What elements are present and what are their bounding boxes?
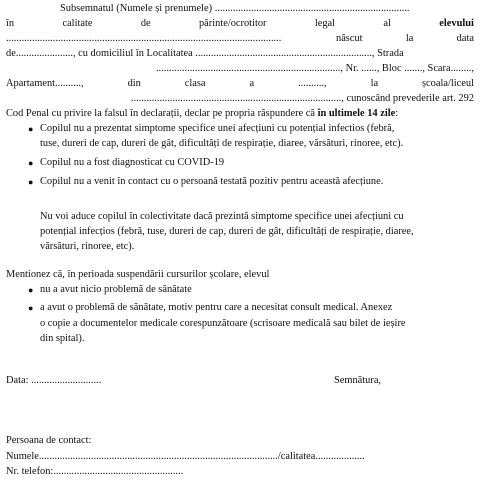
word: data (456, 33, 474, 44)
bullet-icon: ● (28, 177, 34, 187)
commitment-line-1: Nu voi aduce copilul în colectivitate dacă prezintă simptome specifice unei afecțiuni cu (40, 211, 404, 222)
word: Apartament.........., (6, 78, 84, 89)
word: școala/liceul (422, 78, 474, 89)
street-details-line: ......................................................................., Nr. ......, Bloc ......., Scara........, (155, 63, 474, 74)
guardian-line (6, 17, 474, 30)
suspension-option-2: a avut o problemă de sănătate, motiv pentru care a necesitat consult medical. Anexez (40, 302, 393, 313)
word: din (127, 78, 141, 89)
suspension-option-2-end: din spital). (40, 333, 85, 344)
statement-bold: în ultimele 14 zile (317, 108, 396, 119)
statement-colon: : (395, 108, 399, 119)
symptoms-item-2: Copilul nu a fost diagnosticat cu COVID-19 (40, 157, 225, 168)
declarant-name-label: Subsemnatul (Numele și prenumele) (60, 3, 213, 14)
suspension-option-2-cont: o copie a documentelor medicale corespunzătoare (scrisoare medicală sau bilet de ieșire (40, 318, 406, 329)
word: al (383, 18, 391, 29)
bullet-icon: ● (28, 124, 34, 134)
bullet-icon: ● (28, 285, 34, 295)
word: la (370, 78, 379, 89)
date-field: Data: ........................... (6, 375, 102, 386)
statement-text: Cod Penal cu privire la falsul în declarații, declar pe propria răspundere că (6, 108, 318, 119)
commitment-line-3: vărsături, rinoree, etc). (40, 241, 135, 252)
suspension-intro: Mentionez că, în perioada suspendării cursurilor școlare, elevul (6, 269, 270, 280)
signature-label: Semnătura, (334, 375, 382, 386)
class-school-line (6, 77, 474, 90)
symptoms-item-3: Copilul nu a venit în contact cu o persoană testată pozitiv pentru această afecțiune. (40, 176, 384, 187)
word: calitate (62, 18, 93, 29)
student-label: elevului (439, 18, 474, 29)
word: de (140, 18, 151, 29)
symptoms-item-1: Copilul nu a prezentat simptome specifice unei afecțiuni cu potențial infectios (febră, (40, 123, 395, 134)
word: părinte/ocrotitor (198, 18, 267, 29)
word: legal (314, 18, 336, 29)
declarant-name-line (60, 2, 410, 15)
student-name-dots: .......................................................................................................... (6, 33, 282, 44)
word: născut (336, 33, 363, 44)
bullet-icon: ● (28, 158, 34, 168)
word: în (6, 18, 15, 29)
contact-heading: Persoana de contact: (6, 435, 92, 446)
declarant-name-dots: ........................................................................... (214, 3, 410, 14)
bullet-icon: ● (28, 303, 34, 313)
contact-phone-line: Nr. telefon:.................................................. (6, 466, 184, 477)
commitment-line-2: potențial infecțios (febră, tuse, dureri de cap, dureri de gât, dificultăți de respirație, diaree, (40, 226, 414, 237)
word: clasa (184, 78, 206, 89)
suspension-option-1: nu a avut nicio problemă de sănătate (40, 284, 192, 295)
declaration-statement (6, 107, 398, 120)
contact-name-line: Numele............................................................................................/calitatea................... (6, 451, 365, 462)
word: .........., (298, 78, 327, 89)
address-line: de......................, cu domiciliul în Localitatea ...................................................................., Strada (6, 48, 404, 59)
symptoms-item-1-cont: tuse, dureri de cap, dureri de gât, dificultăți de respirație, diaree, vărsături, rinoree, etc). (40, 138, 404, 149)
word: a (249, 78, 255, 89)
birth-date-line (336, 32, 474, 45)
word: la (405, 33, 414, 44)
legal-reference-line: ................................................................................., cunoscând prevederile art. 292 (130, 93, 474, 104)
